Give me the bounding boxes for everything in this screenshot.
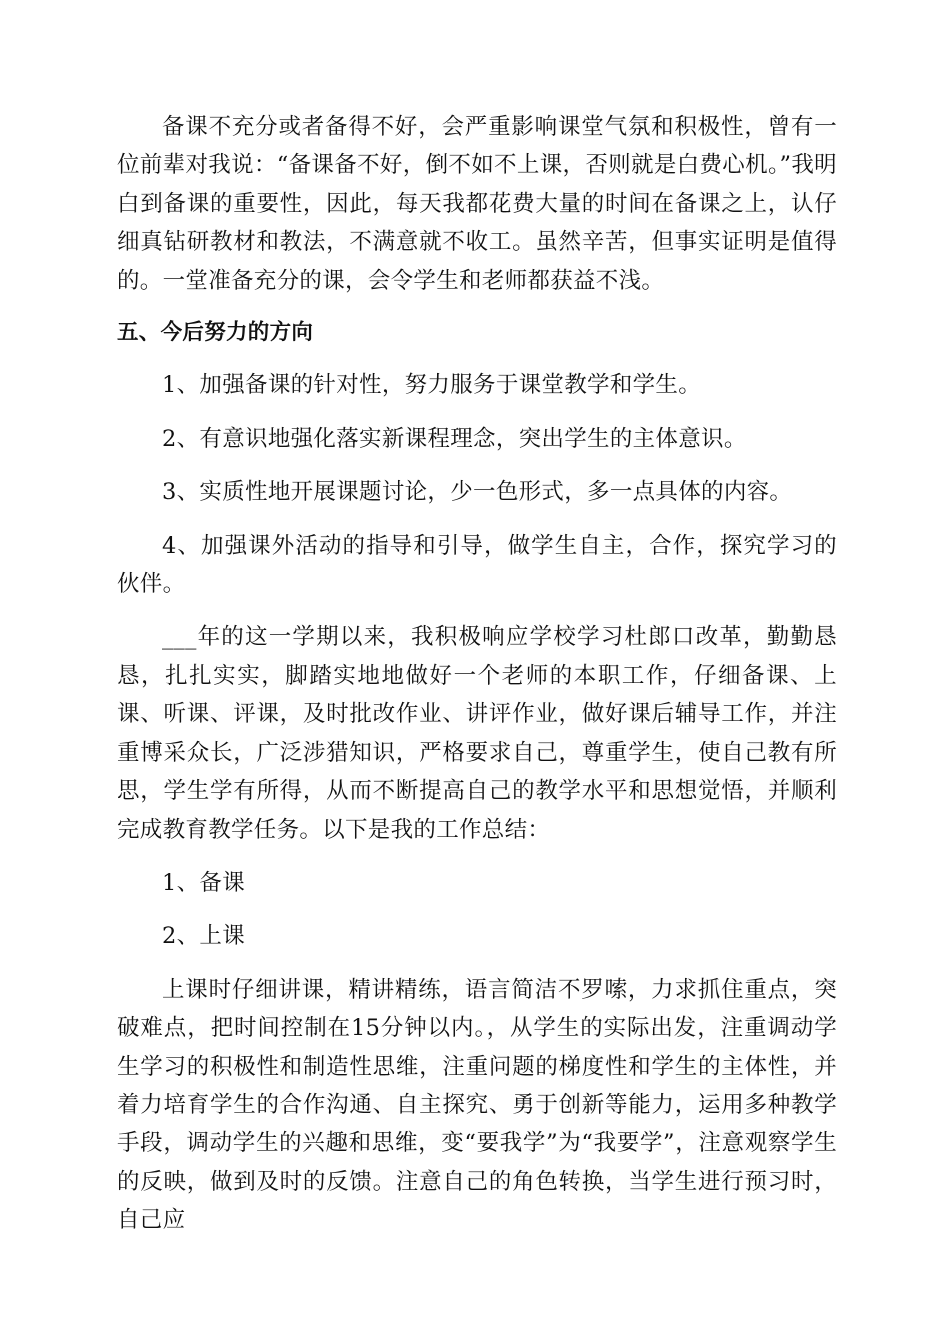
sub-heading-teaching: 2、上课 xyxy=(162,923,246,950)
list-item-1: 1、加强备课的针对性，努力服务于课堂教学和学生。 xyxy=(162,372,702,399)
document-page xyxy=(117,108,837,1240)
section-heading-future-direction: 五、今后努力的方向 xyxy=(117,320,314,346)
paragraph-teaching: 上课时仔细讲课，精讲精练，语言简洁不罗嗦，力求抓住重点，突破难点，把时间控制在15分钟以内。，从学生的实际出发，注重调动学生学习的积极性和制造性思维，注重问题的梯度性和学生的主体性，并着力培育学生的合作沟通、自主探究、勇于创新等能力，运用多种教学手段，调动学生的兴趣和思维，变“要我学”为“我要学”，注意观察学生的反映，做到及时的反馈。注意自己的角色转换，当学生进行预习时，自己应 xyxy=(117,976,837,1234)
list-item-3: 3、实质性地开展课题讨论，少一色形式，多一点具体的内容。 xyxy=(162,479,793,506)
list-item-2: 2、有意识地强化落实新课程理念，突出学生的主体意识。 xyxy=(162,425,747,452)
list-item-4: 4、加强课外活动的指导和引导，做学生自主，合作，探究学习的伙伴。 xyxy=(117,532,837,598)
paragraph-lesson-prep: 备课不充分或者备得不好，会严重影响课堂气氛和积极性，曾有一位前辈对我说：“备课备不好，倒不如不上课，否则就是白费心机。”我明白到备课的重要性，因此，每天我都花费大量的时间在备课之上，认仔细真钻研教材和教法，不满意就不收工。虽然辛苦，但事实证明是值得的。一堂准备充分的课，会令学生和老师都获益不浅。 xyxy=(117,114,837,294)
paragraph-semester-summary: ___年的这一学期以来，我积极响应学校学习杜郎口改革，勤勤恳恳，扎扎实实，脚踏实地地做好一个老师的本职工作，仔细备课、上课、听课、评课，及时批改作业、讲评作业，做好课后辅导工作，并注重博采众长，广泛涉猎知识，严格要求自己，尊重学生，使自己教有所思，学生学有所得，从而不断提高自己的教学水平和思想觉悟，并顺利完成教育教学任务。以下是我的工作总结： xyxy=(117,624,837,843)
sub-heading-lesson-prep: 1、备课 xyxy=(162,869,246,896)
